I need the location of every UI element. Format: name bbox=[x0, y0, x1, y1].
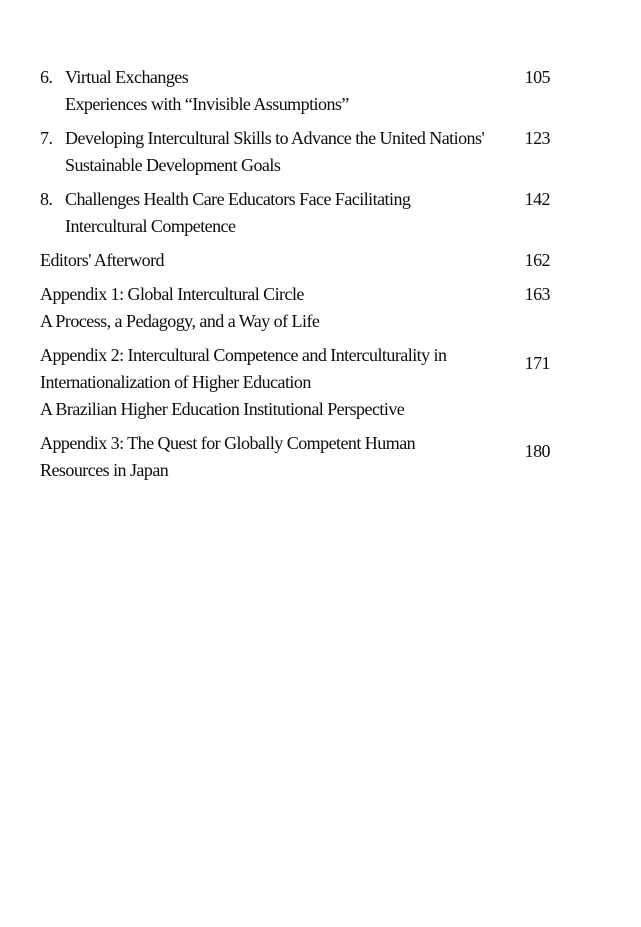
entry-subtitle: Internationalization of Higher Education bbox=[40, 372, 311, 392]
entry-number: 7. bbox=[40, 128, 53, 148]
entry-title: Challenges Health Care Educators Face Facilitating bbox=[65, 189, 411, 209]
toc-entry bbox=[40, 247, 550, 274]
toc-entry bbox=[40, 125, 550, 179]
entry-subtitle: Experiences with “Invisible Assumptions” bbox=[65, 94, 349, 114]
entry-title: Developing Intercultural Skills to Advance the United Nations' bbox=[65, 128, 485, 148]
entry-title: Virtual Exchanges bbox=[65, 67, 189, 87]
toc-entry-content bbox=[40, 125, 490, 179]
entry-page-number: 123 bbox=[524, 128, 550, 148]
entry-number: 8. bbox=[40, 189, 53, 209]
entry-number: 6. bbox=[40, 67, 53, 87]
toc-entry-content bbox=[40, 430, 490, 484]
entry-lines bbox=[40, 430, 415, 484]
entry-title: Appendix 3: The Quest for Globally Competent Human bbox=[40, 433, 416, 453]
entry-lines bbox=[40, 342, 446, 423]
toc-entry bbox=[40, 342, 550, 423]
entry-subtitle: A Brazilian Higher Education Institutional Perspective bbox=[40, 399, 405, 419]
entry-page-number: 163 bbox=[524, 284, 550, 304]
entry-page-number: 162 bbox=[524, 250, 550, 270]
entry-page-number: 142 bbox=[524, 189, 550, 209]
entry-subtitle: Sustainable Development Goals bbox=[65, 155, 281, 175]
entry-page-number: 105 bbox=[524, 67, 550, 87]
toc-entry-content bbox=[40, 64, 490, 118]
toc-entry-content bbox=[40, 281, 490, 335]
entry-lines bbox=[65, 186, 410, 240]
entry-title: Appendix 1: Global Intercultural Circle bbox=[40, 284, 304, 304]
entry-subtitle: A Process, a Pedagogy, and a Way of Life bbox=[40, 311, 320, 331]
toc-entry bbox=[40, 430, 550, 484]
toc-entry-content bbox=[40, 342, 490, 423]
entry-lines bbox=[40, 281, 319, 335]
entry-lines bbox=[65, 64, 349, 118]
entry-title: Appendix 2: Intercultural Competence and Interculturality in bbox=[40, 345, 447, 365]
toc-list bbox=[40, 64, 550, 484]
entry-lines bbox=[40, 247, 164, 274]
toc-entry bbox=[40, 281, 550, 335]
entry-subtitle: Resources in Japan bbox=[40, 460, 169, 480]
toc-entry-content bbox=[40, 247, 490, 274]
entry-title: Editors' Afterword bbox=[40, 250, 164, 270]
toc-entry-content bbox=[40, 186, 490, 240]
entry-subtitle: Intercultural Competence bbox=[65, 216, 236, 236]
entry-page-number: 171 bbox=[524, 353, 550, 373]
toc-entry bbox=[40, 64, 550, 118]
entry-lines bbox=[65, 125, 484, 179]
entry-page-number: 180 bbox=[524, 441, 550, 461]
toc-entry bbox=[40, 186, 550, 240]
